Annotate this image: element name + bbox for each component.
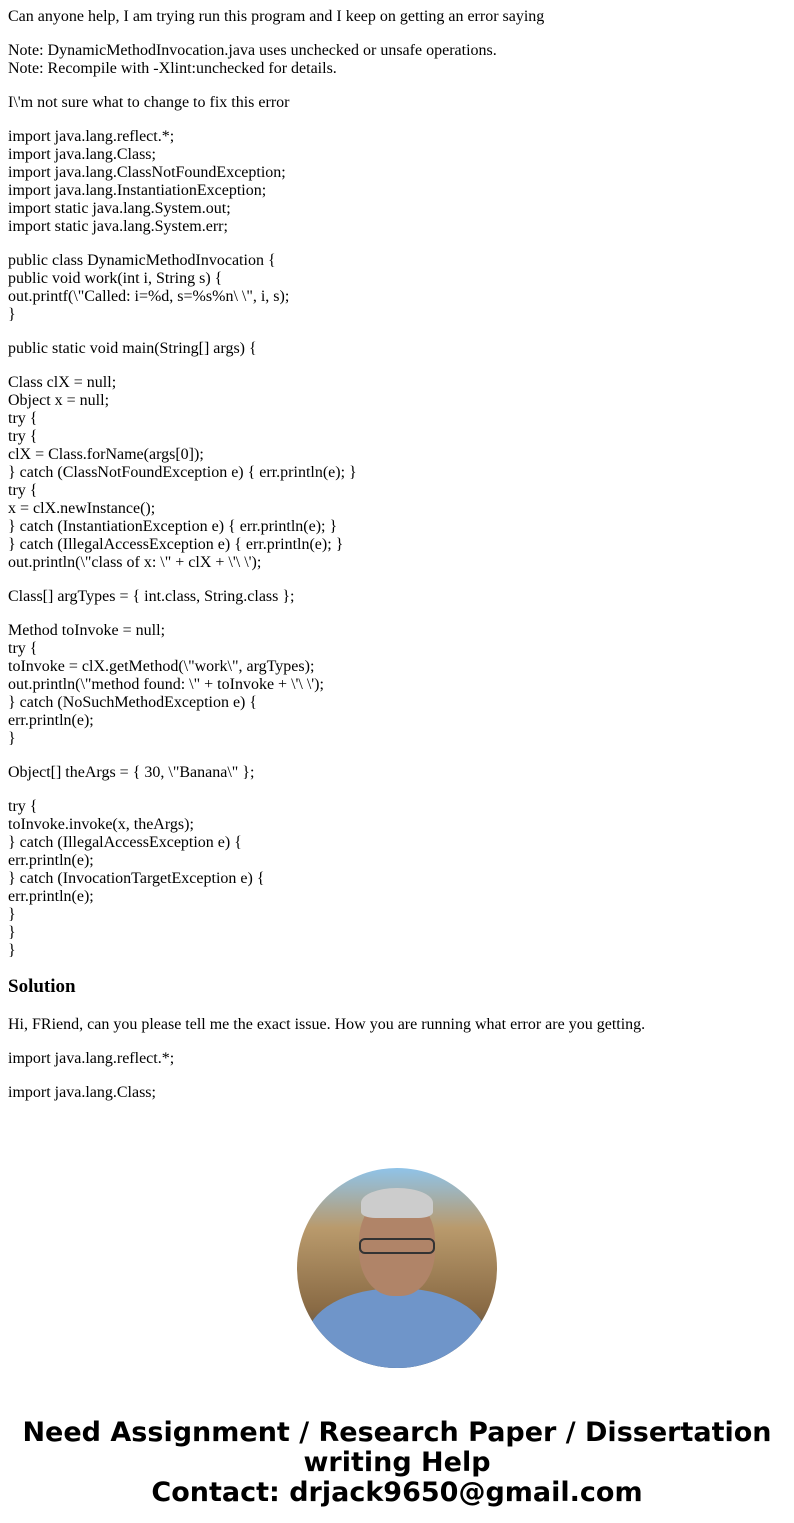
code-block xyxy=(8,128,786,236)
code-block xyxy=(8,374,786,572)
code-line: err.println(e); xyxy=(8,852,94,869)
code-line: } catch (IllegalAccessException e) { err.println(e); } xyxy=(8,536,344,553)
code-line: } xyxy=(8,730,16,747)
code-line: } catch (InstantiationException e) { err.println(e); } xyxy=(8,518,338,535)
code-line: public void work(int i, String s) { xyxy=(8,270,223,287)
code-line: try { xyxy=(8,410,38,427)
code-line: } catch (IllegalAccessException e) { xyxy=(8,834,242,851)
code-line: public class DynamicMethodInvocation { xyxy=(8,252,276,269)
code-block xyxy=(8,252,786,324)
code-line: } catch (NoSuchMethodException e) { xyxy=(8,694,258,711)
footer-line: Need Assignment / Research Paper / Dissertation xyxy=(22,1417,772,1448)
code-line: err.println(e); xyxy=(8,712,94,729)
code-line: } catch (ClassNotFoundException e) { err.println(e); } xyxy=(8,464,357,481)
question xyxy=(8,8,786,960)
code-line: try { xyxy=(8,428,38,445)
note-line: Note: DynamicMethodInvocation.java uses unchecked or unsafe operations. xyxy=(8,42,497,59)
code-line: try { xyxy=(8,482,38,499)
code-line: import java.lang.InstantiationException; xyxy=(8,182,267,199)
code-line: Class[] argTypes = { int.class, String.class }; xyxy=(8,588,295,605)
question-intro: Can anyone help, I am trying run this program and I keep on getting an error saying xyxy=(8,8,545,25)
code-line: } catch (InvocationTargetException e) { xyxy=(8,870,265,887)
code-line: import java.lang.Class; xyxy=(8,146,156,163)
author-photo xyxy=(297,1168,497,1368)
footer-contact: Contact: drjack9650@gmail.com xyxy=(151,1477,643,1508)
code-block xyxy=(8,764,786,782)
code-block xyxy=(8,340,786,358)
author-photo-container xyxy=(8,1168,786,1368)
code-line: toInvoke.invoke(x, theArgs); xyxy=(8,816,194,833)
code-line: try { xyxy=(8,798,38,815)
code-line: out.println(\"method found: \" + toInvoke + \'\ \'); xyxy=(8,676,324,693)
code-line: import java.lang.ClassNotFoundException; xyxy=(8,164,286,181)
code-line: import java.lang.reflect.*; xyxy=(8,128,175,145)
code-line: Object x = null; xyxy=(8,392,110,409)
solution-text: Hi, FRiend, can you please tell me the exact issue. How you are running what error are you getting. xyxy=(8,1016,646,1033)
code-block xyxy=(8,798,786,960)
code-block xyxy=(8,588,786,606)
solution-code-line: import java.lang.reflect.*; xyxy=(8,1050,175,1067)
question-followup: I\'m not sure what to change to fix this error xyxy=(8,94,290,111)
code-line: public static void main(String[] args) { xyxy=(8,340,257,357)
code-line: Method toInvoke = null; xyxy=(8,622,166,639)
code-line: x = clX.newInstance(); xyxy=(8,500,156,517)
code-line: out.printf(\"Called: i=%d, s=%s%n\ \", i, s); xyxy=(8,288,290,305)
solution-heading: Solution xyxy=(8,976,76,997)
code-line: out.println(\"class of x: \" + clX + \'\ \'); xyxy=(8,554,262,571)
code-block xyxy=(8,622,786,748)
code-line: } xyxy=(8,306,16,323)
code-line: import static java.lang.System.out; xyxy=(8,200,231,217)
code-line: } xyxy=(8,906,16,923)
code-line: clX = Class.forName(args[0]); xyxy=(8,446,204,463)
code-line: try { xyxy=(8,640,38,657)
code-line: err.println(e); xyxy=(8,888,94,905)
compiler-notes xyxy=(8,42,786,78)
solution-code-line: import java.lang.Class; xyxy=(8,1084,156,1101)
footer-banner xyxy=(8,1418,786,1508)
code-line: Object[] theArgs = { 30, \"Banana\" }; xyxy=(8,764,255,781)
note-line: Note: Recompile with -Xlint:unchecked for details. xyxy=(8,60,337,77)
code-line: } xyxy=(8,924,16,941)
code-line: import static java.lang.System.err; xyxy=(8,218,228,235)
footer-line: writing Help xyxy=(303,1447,491,1478)
question-code xyxy=(8,128,786,960)
code-line: Class clX = null; xyxy=(8,374,117,391)
code-line: } xyxy=(8,942,16,959)
code-line: toInvoke = clX.getMethod(\"work\", argTypes); xyxy=(8,658,315,675)
